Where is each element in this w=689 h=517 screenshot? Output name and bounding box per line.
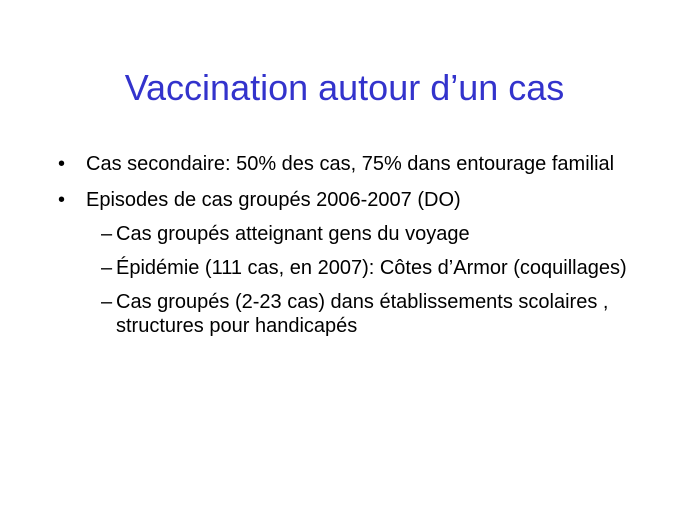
sub-item-text: Cas groupés (2-23 cas) dans établissements scolaires , structures pour handicapés [116,291,609,337]
list-item-cas-secondaire [58,152,658,176]
bullet-icon: • [58,189,66,211]
slide-title: Vaccination autour d’un cas [124,67,565,108]
sub-item-epidemie [58,256,658,280]
bullet-list [58,152,658,350]
dash-icon: – [101,257,113,279]
list-item-episodes [58,188,658,338]
dash-icon: – [101,291,113,313]
sub-item-text: Cas groupés atteignant gens du voyage [116,223,470,245]
list-item-text: Episodes de cas groupés 2006-2007 (DO) [86,189,461,211]
dash-icon: – [101,223,113,245]
list-item-text: Cas secondaire: 50% des cas, 75% dans entourage familial [86,153,615,175]
sub-item-etablissements [58,290,658,338]
sub-list [58,222,658,338]
sub-item-text: Épidémie (111 cas, en 2007): Côtes d’Armor (coquillages) [116,257,627,279]
bullet-icon: • [58,153,66,175]
sub-item-gens-du-voyage [58,222,658,246]
